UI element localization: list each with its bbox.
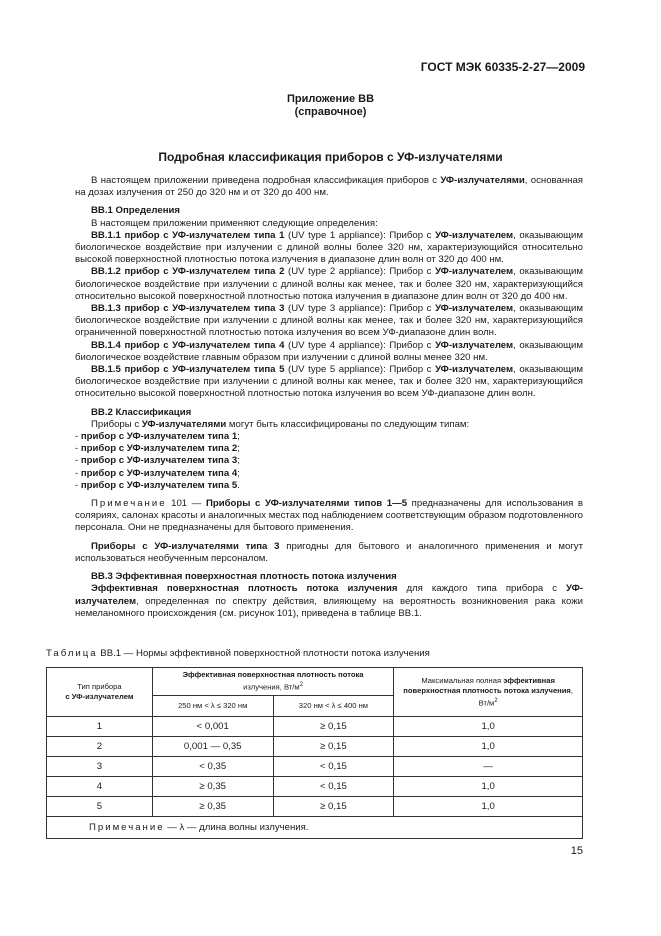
cell-max: — <box>394 757 583 777</box>
document-body <box>75 175 583 620</box>
definition-text: (UV type 2 appliance): Прибор с <box>284 266 436 278</box>
definition-item <box>75 266 583 303</box>
list-dash: - <box>75 455 81 467</box>
list-end: ; <box>237 455 240 467</box>
lead-text-end: могут быть классифицированы по следующим типам: <box>226 418 470 430</box>
list-end: ; <box>237 431 240 443</box>
list-item <box>75 443 583 455</box>
list-dash: - <box>75 443 81 455</box>
list-end: . <box>237 479 240 491</box>
cell-range-2: ≥ 0,15 <box>273 737 394 757</box>
subheader-range-1: 250 нм < λ ≤ 320 нм <box>152 695 273 716</box>
section-heading-bb3: ВВ.3 Эффективная поверхностная плотность потока излучения <box>91 571 397 583</box>
type3-text: пригодны для бытового и аналогичного применения и могут использоваться необученным персоналом. <box>75 540 583 564</box>
section-heading-bb2: ВВ.2 Классификация <box>91 406 192 418</box>
header-max-total <box>394 668 583 717</box>
cell-range-1: 0,001 — 0,35 <box>152 737 273 757</box>
definition-term: ВВ.1.3 прибор с УФ-излучателем типа 3 <box>91 303 285 315</box>
definition-text: (UV type 4 appliance): Прибор с <box>284 339 436 351</box>
list-dash: - <box>75 479 81 491</box>
table-note-label: Примечание <box>89 822 165 833</box>
cell-range-2: < 0,15 <box>273 777 394 797</box>
definition-term: ВВ.1.1 прибор с УФ-излучателем типа 1 <box>91 229 285 241</box>
header-text-bold: с УФ-излучателем <box>65 692 134 701</box>
header-text-bold: эффективная поверхностная плотность потока излучения <box>403 675 571 695</box>
bb3-bold: Эффективная поверхностная плотность потока излучения <box>91 583 398 595</box>
definition-text: , оказывающим биологическое воздействие при излучении с длиной волны более 320 нм, характеризующийся относительно высокой поверхностной плотностью потока излучения в диапазоне длин волн от 320 до 400 нм. <box>75 229 583 266</box>
list-item <box>75 468 583 480</box>
bb3-bold: УФ-излучателем <box>75 583 584 607</box>
definition-text: , оказывающим биологическое воздействие при излучении с длиной волны как менее, так и более 320 нм, характеризующийся относительно высокой поверхностной плотностью потока излучения в диапазоне длин волн от 320 до 400 нм. <box>75 266 583 302</box>
intro-text: В настоящем приложении приведена подробная классификация приборов с <box>91 175 441 186</box>
cell-max: 1,0 <box>394 737 583 757</box>
header-text: излучения, Вт/м <box>243 682 300 692</box>
table-note-text: — λ — длина волны излучения. <box>164 822 309 833</box>
table-row <box>47 737 583 757</box>
caption-label: Таблица <box>46 648 98 659</box>
cell-type: 5 <box>47 797 153 817</box>
definition-text: , оказывающим биологическое воздействие главным образом при излучении с длиной волны менее 320 нм. <box>75 339 583 363</box>
bb3-text: для каждого типа прибора с <box>397 583 567 595</box>
table-row <box>47 757 583 777</box>
definition-item <box>75 340 583 364</box>
annex-subtitle: (справочное) <box>294 106 367 118</box>
cell-range-1: < 0,35 <box>152 757 273 777</box>
definition-bold: УФ-излучателем <box>435 364 514 376</box>
header-text: Максимальная полная <box>421 675 504 685</box>
definition-item <box>75 230 583 267</box>
header-effective-irradiance <box>152 668 393 696</box>
table-row <box>47 717 583 737</box>
definition-text: , оказывающим биологическое воздействие при излучении с длиной волны как менее, так и более 320 нм, характеризующийся ограниченной поверхностной плотностью потока излучения во всем УФ-диапазоне длин волн. <box>75 303 583 339</box>
definition-term: ВВ.1.5 прибор с УФ-излучателем типа 5 <box>91 364 285 376</box>
note-number: 101 — <box>166 498 206 510</box>
caption-text: ВВ.1 — Нормы эффективной поверхностной плотности потока излучения <box>97 648 430 659</box>
lead-text: Приборы с <box>91 418 142 430</box>
cell-max: 1,0 <box>394 797 583 817</box>
cell-type: 1 <box>47 717 153 737</box>
definition-bold: УФ-излучателем <box>435 266 514 278</box>
subheader-range-2: 320 нм < λ ≤ 400 нм <box>273 695 394 716</box>
definition-term: ВВ.1.2 прибор с УФ-излучателем типа 2 <box>91 266 285 278</box>
list-end: ; <box>237 467 240 479</box>
header-superscript: 2 <box>494 697 498 704</box>
list-label: прибор с УФ-излучателем типа 3 <box>80 455 238 467</box>
type3-bold: Приборы с УФ-излучателями типа 3 <box>91 540 280 552</box>
lead-bold: УФ-излучателями <box>141 418 227 430</box>
definitions-lead: В настоящем приложении применяют следующие определения: <box>91 217 378 229</box>
type3-paragraph <box>75 541 583 565</box>
definition-bold: УФ-излучателем <box>435 229 514 241</box>
table-row <box>47 777 583 797</box>
header-superscript: 2 <box>299 682 303 689</box>
annex-title: Приложение ВВ <box>286 93 375 105</box>
cell-type: 2 <box>47 737 153 757</box>
limits-table <box>46 667 583 839</box>
standard-code: ГОСТ МЭК 60335-2-27—2009 <box>420 60 585 74</box>
cell-type: 4 <box>47 777 153 797</box>
list-label: прибор с УФ-излучателем типа 5 <box>80 479 238 491</box>
cell-max: 1,0 <box>394 777 583 797</box>
page-title: Подробная классификация приборов с УФ-излучателями <box>158 150 503 164</box>
definition-text: (UV type 5 appliance): Прибор с <box>284 364 436 376</box>
cell-range-1: ≥ 0,35 <box>152 797 273 817</box>
definition-bold: УФ-излучателем <box>435 303 514 315</box>
definition-text: (UV type 1 appliance): Прибор с <box>284 229 436 241</box>
list-label: прибор с УФ-излучателем типа 1 <box>80 431 238 443</box>
header-appliance-type <box>47 668 153 717</box>
definition-item <box>75 303 583 340</box>
list-item <box>75 455 583 467</box>
note-label: Примечание <box>91 498 167 510</box>
intro-text-end: , основанная на дозах излучения от 250 до 320 нм и от 320 до 400 нм. <box>75 175 583 199</box>
header-text-bold: Эффективная поверхностная плотность потока <box>182 670 364 680</box>
list-label: прибор с УФ-излучателем типа 4 <box>80 467 238 479</box>
cell-range-2: < 0,15 <box>273 757 394 777</box>
section-heading-bb1: ВВ.1 Определения <box>91 205 180 217</box>
cell-range-2: ≥ 0,15 <box>273 797 394 817</box>
definition-text: (UV type 3 appliance): Прибор с <box>284 303 436 315</box>
list-dash: - <box>75 431 81 443</box>
list-end: ; <box>237 443 240 455</box>
list-dash: - <box>75 467 81 479</box>
cell-range-1: ≥ 0,35 <box>152 777 273 797</box>
table-caption <box>46 648 430 659</box>
table-note <box>47 817 583 839</box>
definition-item <box>75 364 583 401</box>
note-text: предназначены для использования в соляриях, салонах красоты и аналогичных местах под наблюдением соответствующим образом подготовленного персонала. Они не предназначены для бытового применения. <box>75 498 583 534</box>
table-row <box>47 797 583 817</box>
bb3-paragraph <box>75 583 583 620</box>
list-item <box>75 480 583 492</box>
definition-bold: УФ-излучателем <box>435 339 514 351</box>
header-text: Тип прибора <box>77 682 122 691</box>
cell-max: 1,0 <box>394 717 583 737</box>
definition-term: ВВ.1.4 прибор с УФ-излучателем типа 4 <box>91 339 285 351</box>
intro-paragraph <box>75 175 583 199</box>
table-note-row <box>47 817 583 839</box>
note-101 <box>75 498 583 535</box>
cell-range-1: < 0,001 <box>152 717 273 737</box>
list-item <box>75 431 583 443</box>
note-bold: Приборы с УФ-излучателями типов 1—5 <box>205 498 408 510</box>
bb3-text: , определенная по спектру действия, влияющему на вероятность возникновения рака кожи немеланомного происхождения (см. рисунок 101), приведена в таблице ВВ.1. <box>75 595 583 619</box>
cell-range-2: ≥ 0,15 <box>273 717 394 737</box>
list-label: прибор с УФ-излучателем типа 2 <box>80 443 238 455</box>
cell-type: 3 <box>47 757 153 777</box>
page-number: 15 <box>570 845 583 857</box>
intro-bold: УФ-излучателями <box>440 175 525 186</box>
classification-lead <box>75 419 583 431</box>
header-text: , Вт/м <box>478 685 573 708</box>
definition-text: , оказывающим биологическое воздействие при излучении с длиной волны как менее, так и более 320 нм, характеризующийся относительно высокой поверхностной плотностью потока излучения во всем УФ-диапазоне длин волн. <box>75 364 583 400</box>
